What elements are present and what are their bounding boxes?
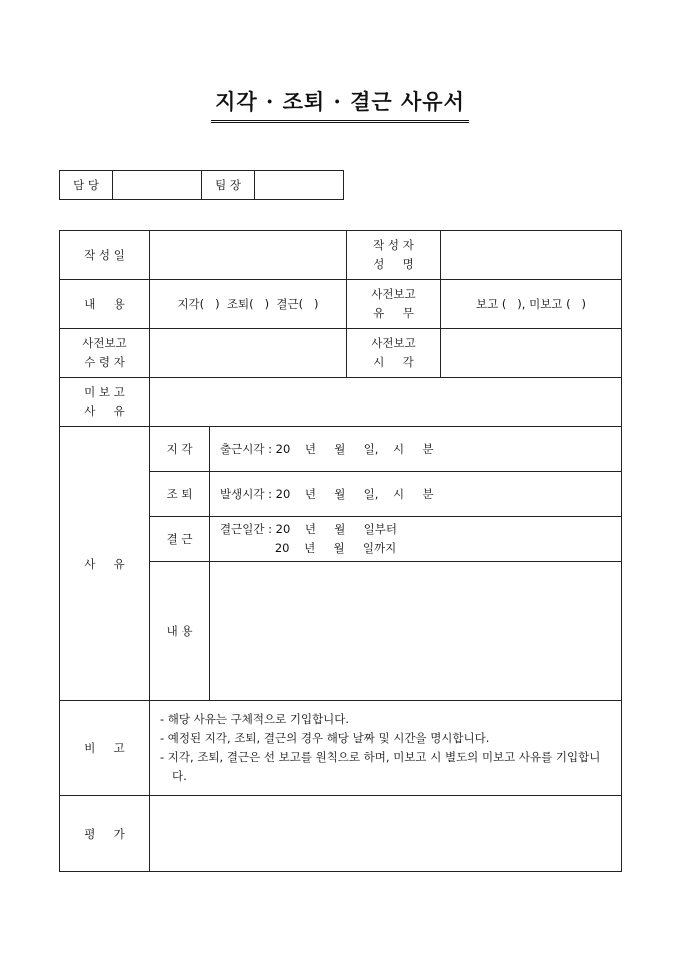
team-leader-sign-field[interactable]: [255, 171, 344, 200]
remarks-note: - 지각, 조퇴, 결근은 선 보고를 원칙으로 하며, 미보고 시 별도의 미보고 사유를 기입합니다.: [160, 750, 601, 783]
absence-period-end: 20 년 월 일까지: [220, 541, 397, 555]
manager-sign-field[interactable]: [113, 171, 202, 200]
receiver-field[interactable]: [150, 329, 347, 378]
late-label: 지 각: [150, 427, 210, 472]
author-label-line1: 작 성 자: [373, 238, 414, 252]
receiver-label-line1: 사전보고: [82, 336, 127, 350]
receiver-label-line2: 수 령 자: [84, 355, 125, 369]
evaluation-field[interactable]: [150, 796, 622, 872]
report-time-label-line1: 사전보고: [371, 336, 416, 350]
receiver-label: [60, 329, 150, 378]
late-time-field[interactable]: 출근시각 : 20 년 월 일, 시 분: [210, 427, 622, 472]
remarks-label: 비 고: [60, 701, 150, 796]
manager-label: 담 당: [60, 171, 113, 200]
prior-report-label-line1: 사전보고: [371, 287, 416, 301]
report-time-label-line2: 시 각: [373, 355, 414, 369]
team-leader-label: 팀 장: [202, 171, 255, 200]
absence-period-field[interactable]: [210, 517, 622, 562]
unreported-label-line1: 미 보 고: [84, 385, 125, 399]
report-time-label: [347, 329, 441, 378]
prior-report-label-line2: 유 무: [373, 306, 414, 320]
reason-label: 사 유: [60, 427, 150, 701]
early-leave-time-field[interactable]: 발생시각 : 20 년 월 일, 시 분: [210, 472, 622, 517]
detail-label: 내 용: [150, 562, 210, 701]
written-date-label: 작 성 일: [60, 231, 150, 280]
evaluation-label: 평 가: [60, 796, 150, 872]
absence-period-start: 결근일간 : 20 년 월 일부터: [220, 522, 397, 536]
detail-field[interactable]: [210, 562, 622, 701]
written-date-field[interactable]: [150, 231, 347, 280]
remarks-note: - 예정된 지각, 조퇴, 결근의 경우 해당 날짜 및 시간을 명시합니다.: [160, 731, 490, 745]
author-label-line2: 성 명: [373, 257, 414, 271]
prior-report-label: [347, 280, 441, 329]
title-wrap: [0, 86, 680, 123]
report-form-table: [59, 230, 622, 872]
content-type-options[interactable]: 지각( ) 조퇴( ) 결근( ): [150, 280, 347, 329]
remarks-notes: [150, 701, 622, 796]
content-label: 내 용: [60, 280, 150, 329]
unreported-label: [60, 378, 150, 427]
page-title: 지각 · 조퇴 · 결근 사유서: [211, 86, 469, 123]
unreported-reason-field[interactable]: [150, 378, 622, 427]
remarks-note: - 해당 사유는 구체적으로 기입합니다.: [160, 712, 350, 726]
report-time-field[interactable]: [441, 329, 622, 378]
author-name-field[interactable]: [441, 231, 622, 280]
prior-report-options[interactable]: 보고 ( ), 미보고 ( ): [441, 280, 622, 329]
author-label: [347, 231, 441, 280]
early-leave-label: 조 퇴: [150, 472, 210, 517]
unreported-label-line2: 사 유: [84, 404, 125, 418]
approval-table: [59, 170, 344, 200]
absence-label: 결 근: [150, 517, 210, 562]
